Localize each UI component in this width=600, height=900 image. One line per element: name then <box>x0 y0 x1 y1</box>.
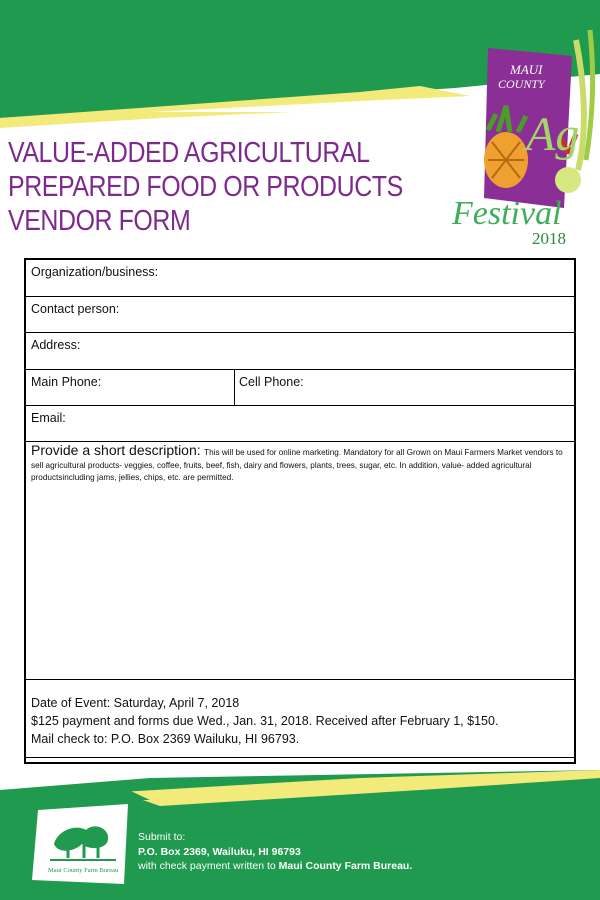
payee-name: Maui County Farm Bureau. <box>278 860 413 872</box>
phone-divider <box>234 370 235 405</box>
contact-label: Contact person: <box>31 302 120 316</box>
description-text <box>31 442 566 484</box>
vendor-form <box>24 258 576 764</box>
logo-year-text: 2018 <box>532 229 566 248</box>
submit-address: P.O. Box 2369, Wailuku, HI 96793 <box>138 845 301 858</box>
organization-label: Organization/business: <box>31 265 159 279</box>
address-label: Address: <box>31 338 81 352</box>
event-date: Date of Event: Saturday, April 7, 2018 <box>31 696 240 710</box>
farm-bureau-logo <box>28 800 138 888</box>
event-mail: Mail check to: P.O. Box 2369 Wailuku, HI 96793. <box>31 732 300 746</box>
payment-prefix: with check payment written to <box>138 860 279 872</box>
footer-submit-info <box>138 830 412 874</box>
page-title <box>8 136 403 238</box>
main-phone-label: Main Phone: <box>31 375 102 389</box>
submit-label: Submit to: <box>138 831 186 843</box>
address-field[interactable] <box>26 333 574 370</box>
event-payment: $125 payment and forms due Wed., Jan. 31, 2018. Received after February 1, $150. <box>31 714 499 728</box>
logo-county-text: COUNTY <box>498 77 545 91</box>
title-line-1: VALUE-ADDED AGRICULTURAL <box>8 137 370 169</box>
organization-field[interactable] <box>26 260 574 297</box>
description-field[interactable] <box>26 442 574 680</box>
logo-festival-text: Festival <box>452 195 562 232</box>
event-info <box>26 680 574 758</box>
title-line-2: PREPARED FOOD OR PRODUCTS <box>8 171 403 203</box>
phone-row <box>26 370 574 406</box>
ag-festival-logo <box>448 20 600 252</box>
farm-bureau-logo-text: Maui County Farm Bureau <box>48 867 119 874</box>
title-line-3: VENDOR FORM <box>8 205 191 237</box>
description-lead: Provide a short description: <box>31 442 201 458</box>
logo-maui-text: MAUI <box>510 62 543 77</box>
email-label: Email: <box>31 411 66 425</box>
email-field[interactable] <box>26 406 574 442</box>
description-note: This will be used for online marketing. Mandatory for all Grown on Maui Farmers Market vendors to sell agricultural products- veggies, coffee, fruits, beef, fish, dairy and flowers, plants, trees, sugar, etc. In addition, value- added agricultural productsincluding jams, jellies, chips, etc. are permitted. <box>31 448 563 482</box>
cell-phone-label: Cell Phone: <box>239 375 304 389</box>
contact-field[interactable] <box>26 297 574 333</box>
logo-ag-text: Ag <box>526 108 580 161</box>
